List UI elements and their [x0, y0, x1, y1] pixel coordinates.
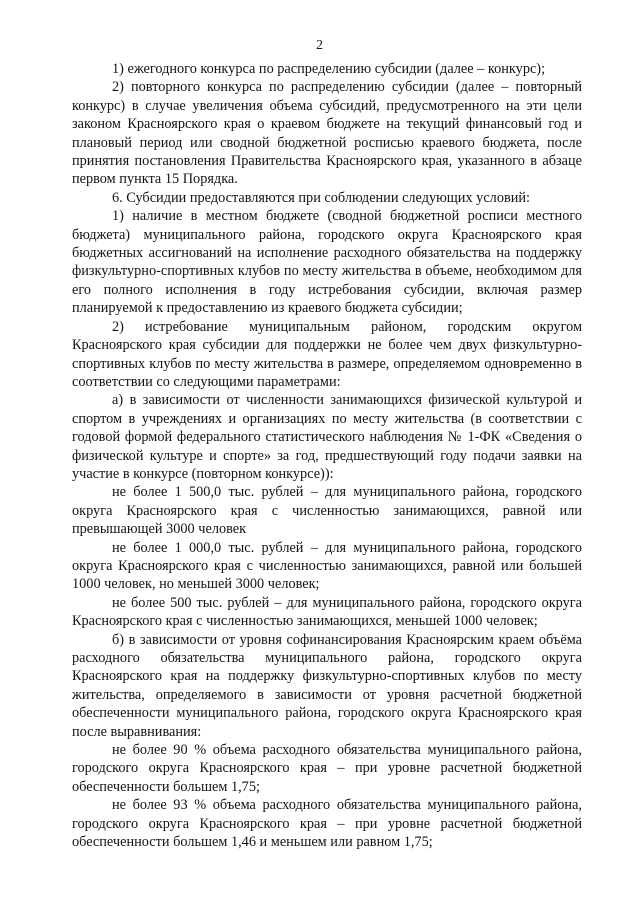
paragraph-condition-2: 2) истребование муниципальным районом, городским округом Красноярского края субсидии для поддержки не более чем двух физкультурно-спортивных клубов по месту жительства в размере, определяемом одновременно в соответствии со следующими параметрами:	[72, 318, 582, 390]
paragraph-parameter-b: б) в зависимости от уровня софинансирования Красноярским краем объёма расходного обязательства муниципального района, городского округа Красноярского края на поддержку физкультурно-спортивных клубов по месту жительства, определяемого в зависимости от уровня расчетной бюджетной обеспеченности муниципального района, городского округа Красноярского края после выравнивания:	[72, 631, 582, 740]
paragraph-repeat-contest: 2) повторного конкурса по распределению субсидии (далее – повторный конкурс) в случае увеличения объема субсидий, предусмотренного на эти цели законом Красноярского края о краевом бюджете на текущий финансовый год и плановый период или сводной бюджетной росписью краевого бюджета, после принятия постановления Правительства Красноярского края, указанного в абзаце первом пункта 15 Порядка.	[72, 79, 582, 188]
paragraph-limit-1500: не более 1 500,0 тыс. рублей – для муниципального района, городского округа Красноярского края с численностью занимающихся, равной или превышающей 3000 человек	[72, 484, 582, 538]
document-body	[72, 60, 582, 851]
paragraph-limit-90-percent: не более 90 % объема расходного обязательства муниципального района, городского округа Красноярского края – при уровне расчетной бюджетной обеспеченности большем 1,75;	[72, 742, 582, 795]
paragraph-limit-500: не более 500 тыс. рублей – для муниципального района, городского округа Красноярского края с численностью занимающихся, меньшей 1000 человек;	[72, 594, 582, 630]
paragraph-limit-93-percent: не более 93 % объема расходного обязательства муниципального района, городского округа Красноярского края – при уровне расчетной бюджетной обеспеченности большем 1,46 и меньшем или равном 1,75;	[72, 797, 582, 851]
paragraph-annual-contest: 1) ежегодного конкурса по распределению субсидии (далее – конкурс);	[112, 61, 546, 77]
paragraph-parameter-a: а) в зависимости от численности занимающихся физической культурой и спортом в учреждениях и организациях по месту жительства (в соответствии с годовой формой федерального статистического наблюдения № 1-ФК «Сведения о физической культуре и спорте» за год, предшествующий году подачи заявки на участие в конкурсе (повторном конкурсе)):	[72, 392, 582, 482]
page-number: 2	[316, 38, 323, 53]
paragraph-limit-1000: не более 1 000,0 тыс. рублей – для муниципального района, городского округа Красноярского края с численностью занимающихся, равной или большей 1000 человек, но меньшей 3000 человек;	[72, 539, 582, 593]
paragraph-conditions-heading: 6. Субсидии предоставляются при соблюдении следующих условий:	[112, 189, 530, 206]
paragraph-condition-1: 1) наличие в местном бюджете (сводной бюджетной росписи местного бюджета) муниципального района, городского округа Красноярского края бюджетных ассигнований на исполнение расходного обязательства на поддержку физкультурно-спортивных клубов по месту жительства в объеме, необходимом для его полного исполнения в году истребования субсидии, включая размер планируемой к предоставлению из краевого бюджета субсидии;	[72, 208, 582, 317]
